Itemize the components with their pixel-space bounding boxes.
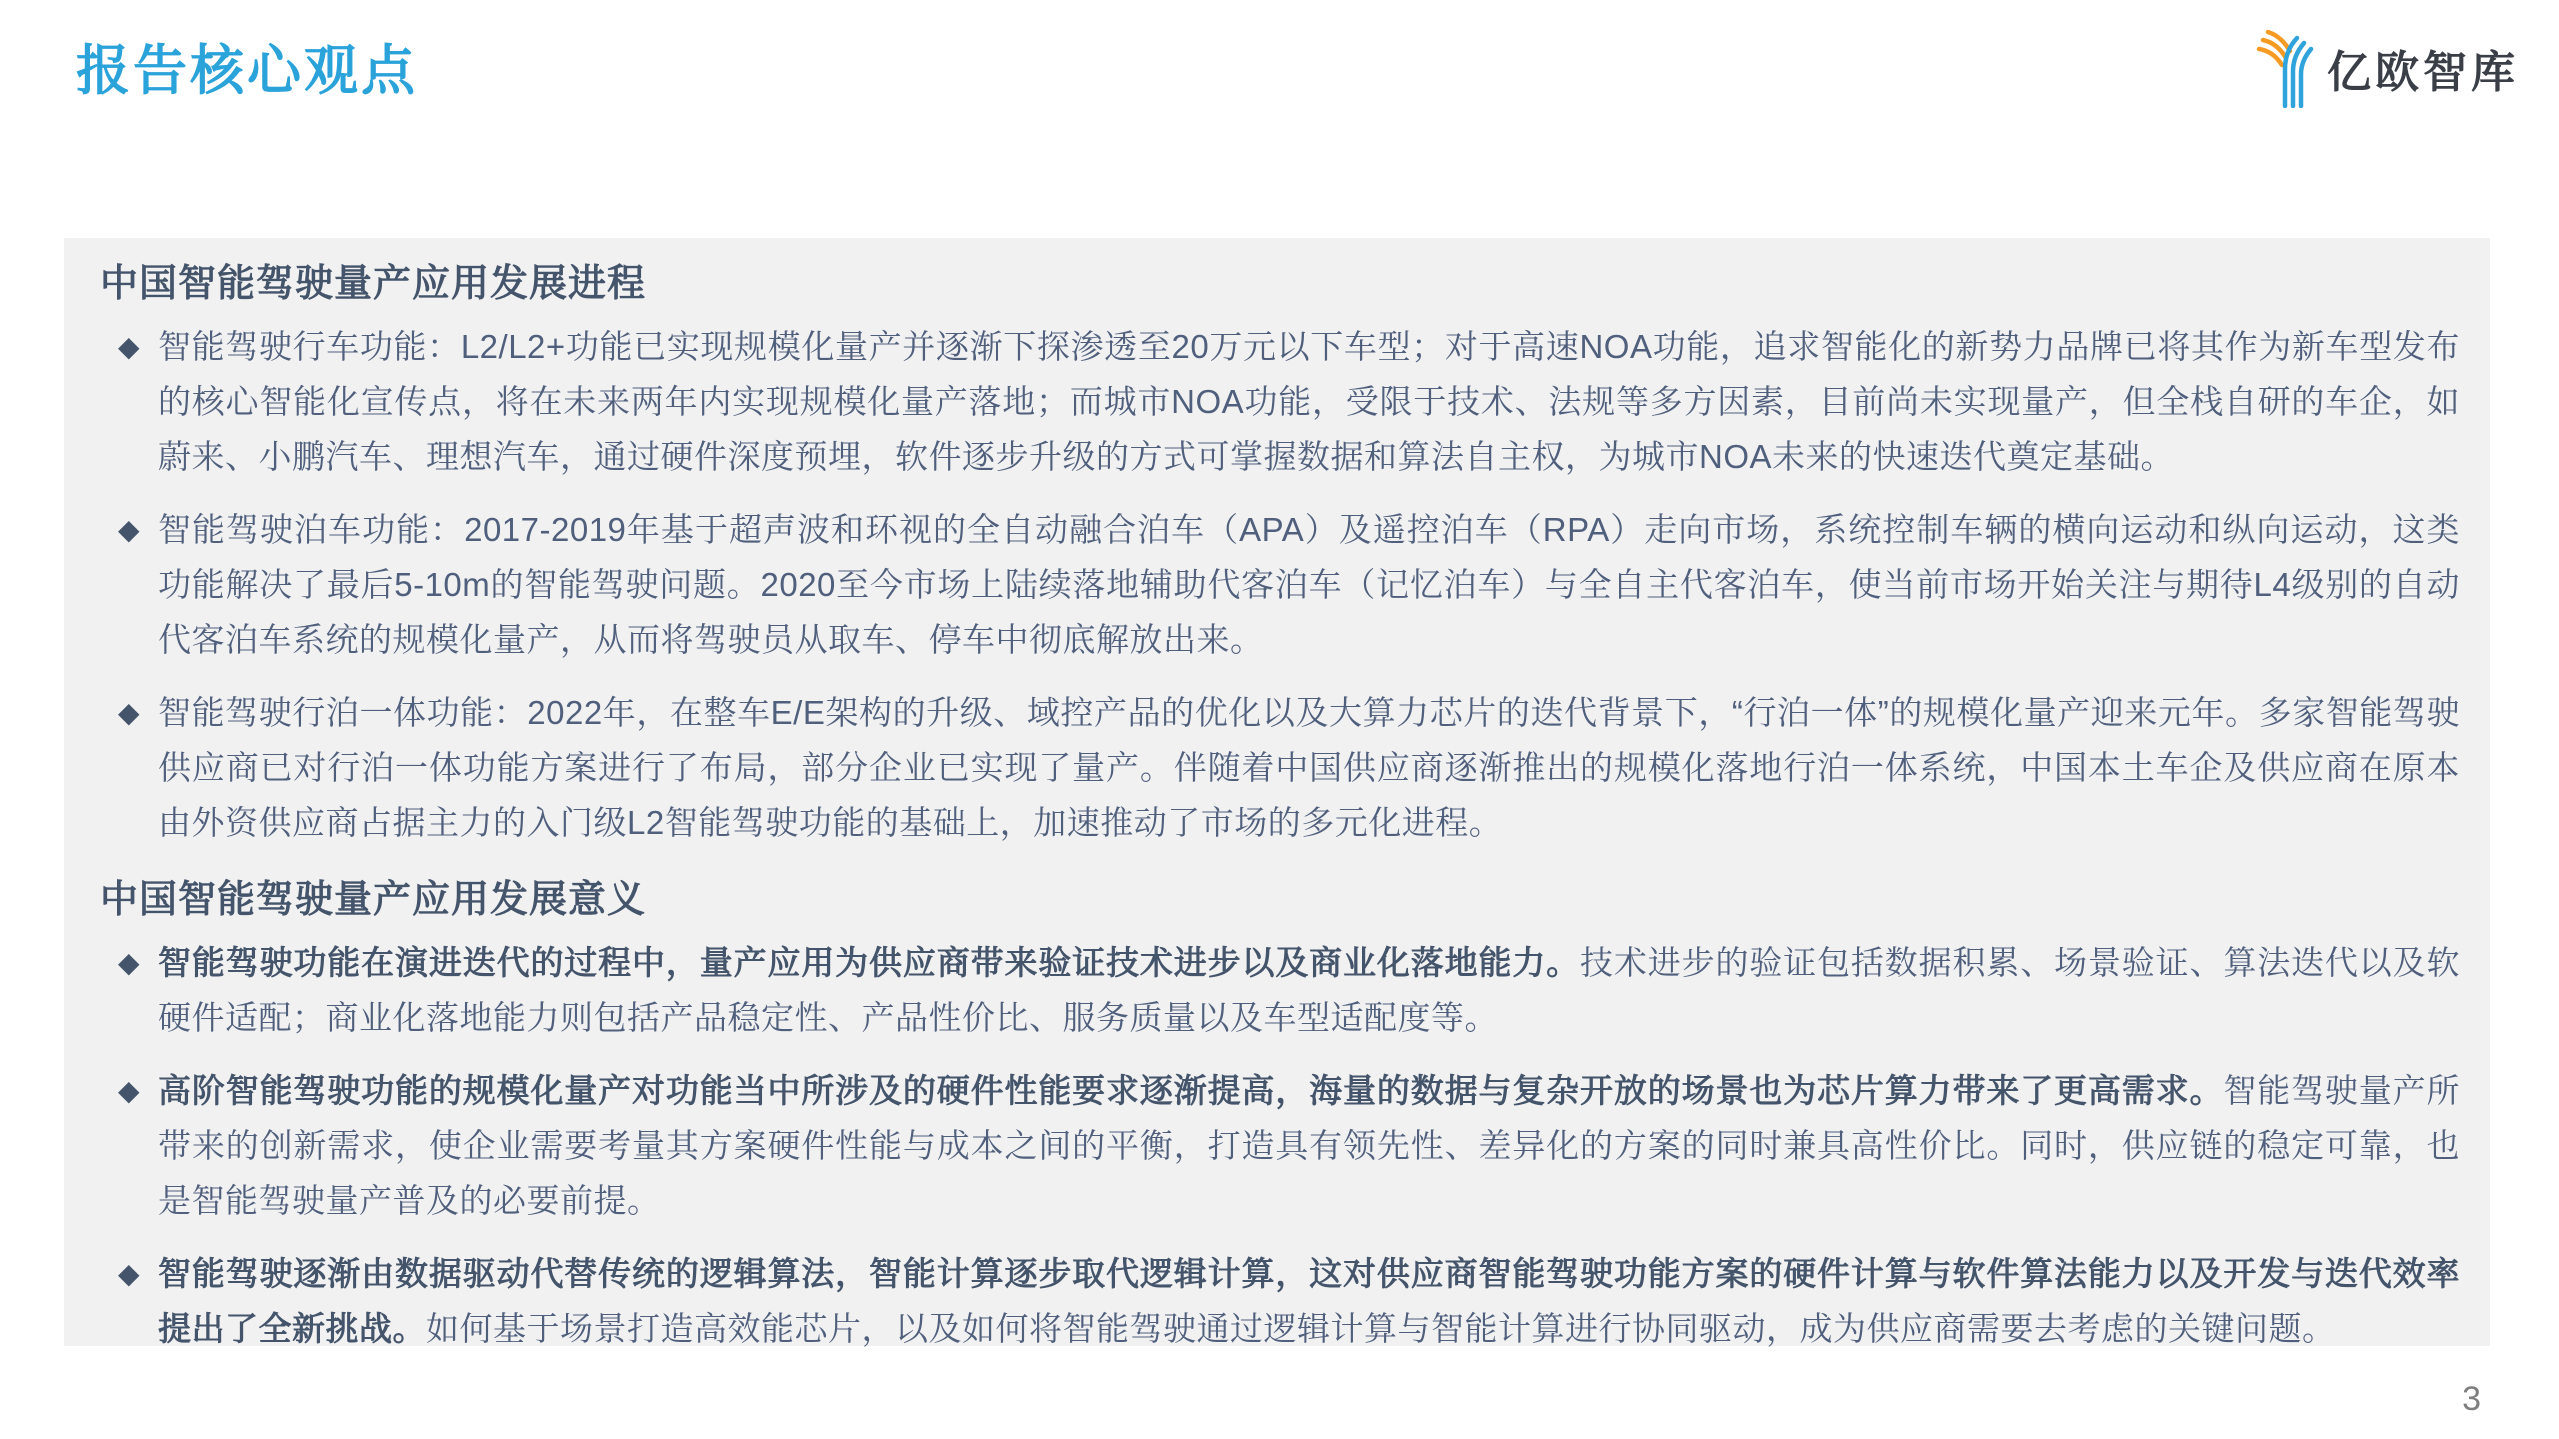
bullet-text: 智能驾驶逐渐由数据驱动代替传统的逻辑算法，智能计算逐步取代逻辑计算，这对供应商智能驾驶功能方案的硬件计算与软件算法能力以及开发与迭代效率提出了全新挑战。如何基于场景打造高效能芯片，以及如何将智能驾驶通过逻辑计算与智能计算进行协同驱动，成为供应商需要去考虑的关键问题。: [158, 1255, 2460, 1347]
page-number: 3: [2462, 1380, 2481, 1418]
page-title: 报告核心观点: [76, 41, 418, 101]
logo-text: 亿欧智库: [2327, 48, 2519, 97]
diamond-bullet-icon: ◆: [118, 331, 140, 362]
logo-y-icon: [2255, 28, 2315, 108]
bullet-item: [118, 935, 2460, 1045]
diamond-bullet-icon: ◆: [118, 697, 140, 728]
bullet-list-section-1: [118, 319, 2460, 850]
bullet-list-section-2: [118, 935, 2460, 1356]
bullet-text: 智能驾驶泊车功能：2017-2019年基于超声波和环视的全自动融合泊车（APA）及遥控泊车（RPA）走向市场，系统控制车辆的横向运动和纵向运动，这类功能解决了最后5-10m的智能驾驶问题。2020至今市场上陆续落地辅助代客泊车（记忆泊车）与全自主代客泊车，使当前市场开始关注与期待L4级别的自动代客泊车系统的规模化量产，从而将驾驶员从取车、停车中彻底解放出来。: [158, 511, 2460, 658]
bullet-item: [118, 1246, 2460, 1356]
bullet-item: [118, 1063, 2460, 1228]
diamond-bullet-icon: ◆: [118, 1258, 140, 1289]
diamond-bullet-icon: ◆: [118, 1075, 140, 1106]
bullet-text: 智能驾驶行泊一体功能：2022年，在整车E/E架构的升级、域控产品的优化以及大算力芯片的迭代背景下，“行泊一体”的规模化量产迎来元年。多家智能驾驶供应商已对行泊一体功能方案进行了布局，部分企业已实现了量产。伴随着中国供应商逐渐推出的规模化落地行泊一体系统，中国本土车企及供应商在原本由外资供应商占据主力的入门级L2智能驾驶功能的基础上，加速推动了市场的多元化进程。: [158, 694, 2460, 841]
diamond-bullet-icon: ◆: [118, 947, 140, 978]
diamond-bullet-icon: ◆: [118, 514, 140, 545]
bullet-item: [118, 319, 2460, 484]
bullet-item: [118, 502, 2460, 667]
bullet-text: 智能驾驶行车功能：L2/L2+功能已实现规模化量产并逐渐下探渗透至20万元以下车型；对于高速NOA功能，追求智能化的新势力品牌已将其作为新车型发布的核心智能化宣传点，将在未来两年内实现规模化量产落地；而城市NOA功能，受限于技术、法规等多方因素，目前尚未实现量产，但全栈自研的车企，如蔚来、小鹏汽车、理想汽车，通过硬件深度预埋，软件逐步升级的方式可掌握数据和算法自主权，为城市NOA未来的快速迭代奠定基础。: [158, 328, 2460, 475]
bullet-text: 智能驾驶功能在演进迭代的过程中，量产应用为供应商带来验证技术进步以及商业化落地能力。技术进步的验证包括数据积累、场景验证、算法迭代以及软硬件适配；商业化落地能力则包括产品稳定性、产品性价比、服务质量以及车型适配度等。: [158, 944, 2461, 1036]
bullet-text: 高阶智能驾驶功能的规模化量产对功能当中所涉及的硬件性能要求逐渐提高，海量的数据与复杂开放的场景也为芯片算力带来了更高需求。智能驾驶量产所带来的创新需求，使企业需要考量其方案硬件性能与成本之间的平衡，打造具有领先性、差异化的方案的同时兼具高性价比。同时，供应链的稳定可靠，也是智能驾驶量产普及的必要前提。: [158, 1072, 2461, 1219]
bullet-item: [118, 685, 2460, 850]
section-heading-development-significance: 中国智能驾驶量产应用发展意义: [100, 879, 647, 921]
section-heading-development-process: 中国智能驾驶量产应用发展进程: [100, 263, 647, 305]
content-panel: [64, 238, 2490, 1346]
company-logo: [2255, 28, 2519, 108]
